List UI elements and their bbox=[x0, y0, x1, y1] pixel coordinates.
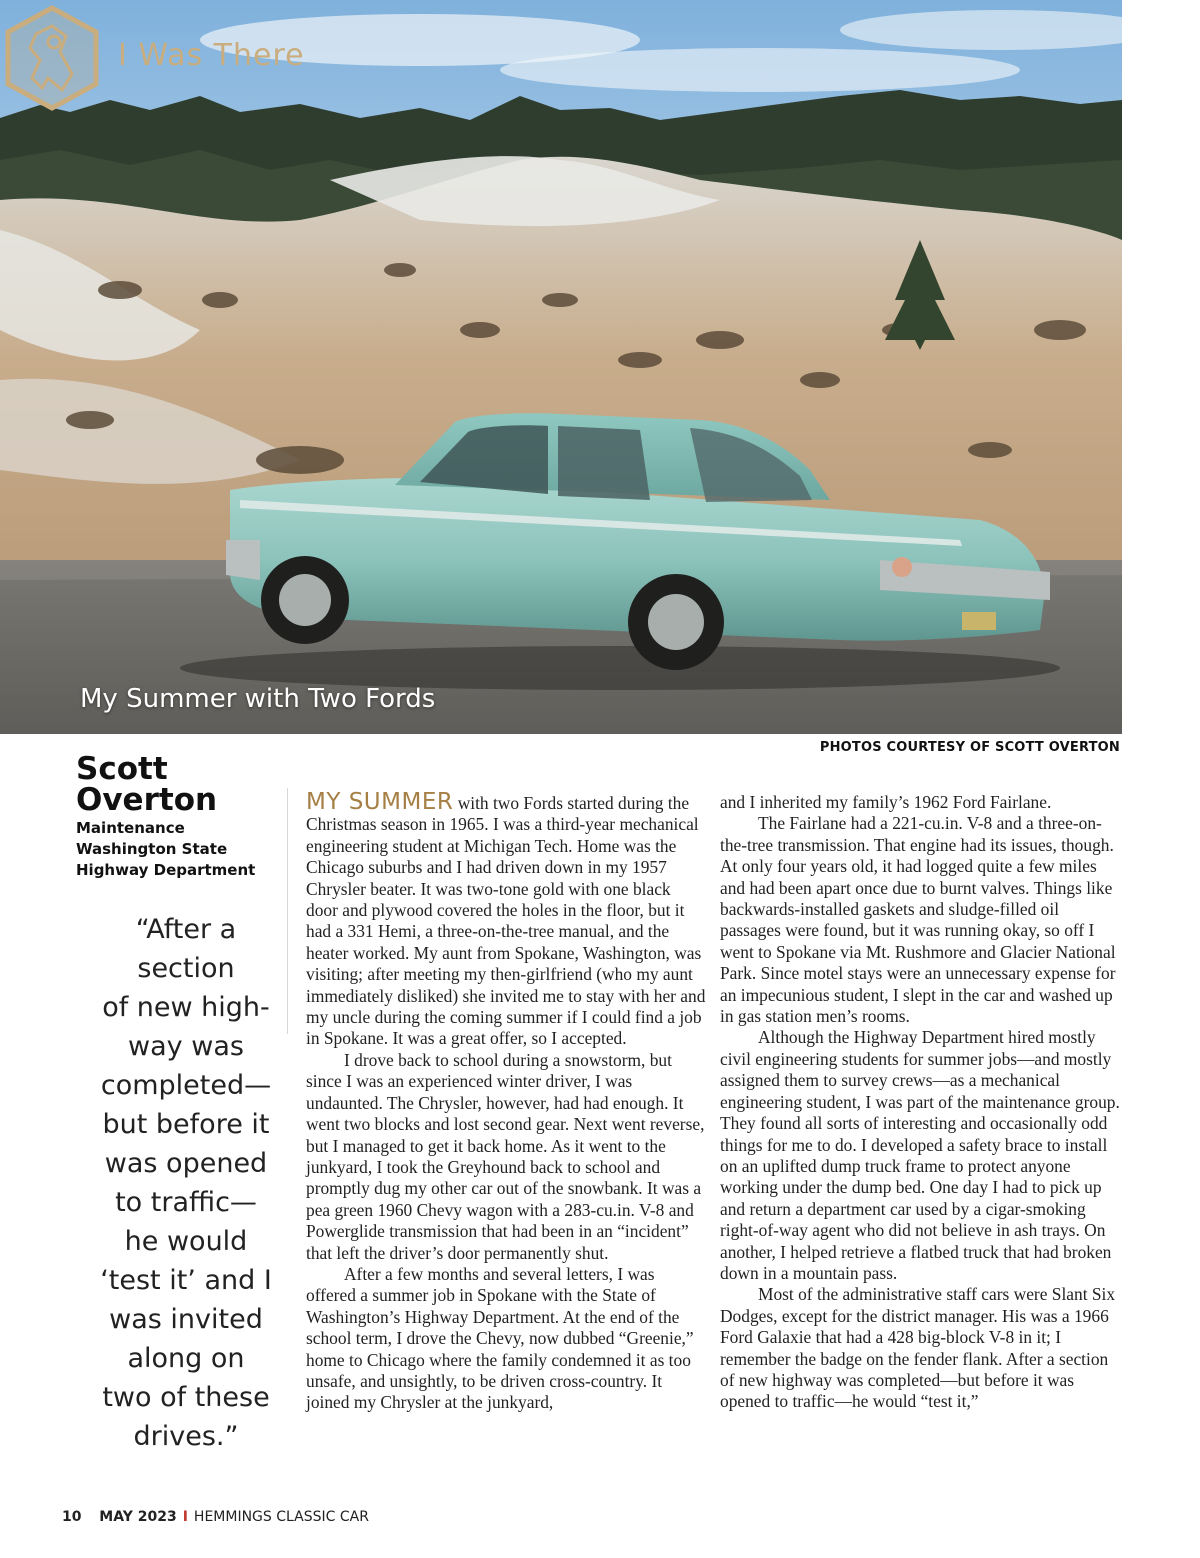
author-title-line: Maintenance bbox=[76, 819, 185, 837]
pull-quote-line: ‘test it’ and I bbox=[100, 1265, 272, 1296]
photo-car-on-roadside bbox=[0, 0, 1122, 734]
pull-quote-line: but before it bbox=[102, 1109, 270, 1140]
hexagon-logo-icon bbox=[2, 4, 102, 112]
article-title: My Summer with Two Fords bbox=[80, 684, 436, 714]
page-number: 10 bbox=[62, 1509, 82, 1525]
pull-quote-line: to traffic— bbox=[115, 1187, 257, 1218]
paragraph-text: with two Fords started during the Christmas season in 1965. I was a third-year mechanical engineering student at Michigan Tech. Home was the Chicago suburbs and I had driven down in my 1957 Chrysler beater. It was two-tone gold with one black door and plywood covered the holes in the floor, but it had a 331 Hemi, a three-on-the-tree manual, and the heater worked. My aunt from Spokane, Washington, was visiting; after meeting my then-girlfriend (who my aunt immediately disliked) she invited me to stay with her and my uncle during the coming summer if I could find a job in Spokane. It was a great offer, so I accepted. bbox=[306, 793, 706, 1049]
pull-quote-line: section bbox=[137, 953, 235, 984]
pull-quote-line: way was bbox=[128, 1031, 244, 1062]
pull-quote-line: along on bbox=[127, 1343, 245, 1374]
article-paragraph: I drove back to school during a snowstorm, but since I was an experienced winter driver, I was undaunted. The Chrysler, however, had had enough. It went two blocks and lost second gear. Next went reverse, but I managed to get it back home. As it went to the junkyard, I took the Greyhound back to school and promptly dug my other car out of the snowbank. It was a pea green 1960 Chevy wagon with a 283-cu.in. V-8 and Powerglide transmission that had been in an “incident” that left the driver’s door permanently shut. bbox=[306, 1049, 705, 1263]
pull-quote-line: drives.” bbox=[133, 1421, 239, 1452]
hero-photo bbox=[0, 0, 1122, 734]
column-divider bbox=[287, 788, 288, 1034]
pull-quote-line: completed— bbox=[100, 1070, 272, 1101]
author-name-last: Overton bbox=[76, 782, 218, 818]
article-paragraph bbox=[306, 789, 706, 1050]
footer-separator: I bbox=[182, 1509, 188, 1525]
article-column-2 bbox=[720, 792, 1120, 1413]
pull-quote-line: “After a bbox=[135, 914, 237, 945]
lead-in-caps: MY SUMMER bbox=[306, 789, 454, 815]
author-affiliation bbox=[76, 818, 286, 881]
photo-credit: PHOTOS COURTESY OF SCOTT OVERTON bbox=[819, 740, 1120, 755]
author-name-first: Scott bbox=[76, 751, 168, 787]
article-column-1 bbox=[306, 789, 706, 1414]
author-title-line: Washington State bbox=[76, 840, 228, 858]
author-title-line: Highway Department bbox=[76, 861, 256, 879]
pull-quote bbox=[86, 910, 286, 1456]
publication-name: HEMMINGS CLASSIC CAR bbox=[193, 1509, 369, 1525]
issue-date: MAY 2023 bbox=[99, 1509, 177, 1525]
article-paragraph: Although the Highway Department hired mostly civil engineering students for summer jobs—and mostly assigned them to survey crews—as a mechanical engineering student, I was part of the maintenance group. They found all sorts of interesting and occasionally odd things for me to do. I developed a safety brace to install on an uplifted dump truck frame to protect anyone working under the dump bed. One day I had to pick up and return a department car used by a cigar-smoking right-of-way agent who did not believe in ash trays. On another, I helped retrieve a flatbed truck that had broken down in a mountain pass. bbox=[720, 1027, 1120, 1283]
page-footer bbox=[62, 1509, 369, 1525]
pull-quote-line: of new high- bbox=[102, 992, 270, 1023]
pull-quote-line: was invited bbox=[109, 1304, 263, 1335]
article-paragraph: After a few months and several letters, I was offered a summer job in Spokane with the State of Washington’s Highway Department. At the end of the school term, I drove the Chevy, now dubbed “Greenie,” home to Chicago where the family condemned it as too unsafe, and unsightly, to be driven cross-country. It joined my Chrysler at the junkyard, bbox=[306, 1263, 694, 1413]
article-paragraph: and I inherited my family’s 1962 Ford Fairlane. bbox=[720, 792, 1052, 812]
pull-quote-line: was opened bbox=[104, 1148, 268, 1179]
article-paragraph: The Fairlane had a 221-cu.in. V-8 and a three-on-the-tree transmission. That engine had its issues, though. At only four years old, it had logged quite a few miles and had been apart once due to burnt valves. Things like backwards-installed gaskets and sludge-filled oil passages were found, but it was running okay, so off I went to Spokane via Mt. Rushmore and Glacier National Park. Since motel stays were an unnecessary expense for an impecunious student, I slept in the car and washed up in gas station men’s rooms. bbox=[720, 813, 1116, 1027]
author-byline bbox=[76, 751, 286, 881]
pull-quote-line: he would bbox=[124, 1226, 248, 1257]
pull-quote-line: two of these bbox=[102, 1382, 270, 1413]
article-paragraph: Most of the administrative staff cars were Slant Six Dodges, except for the district manager. His was a 1966 Ford Galaxie that had a 428 big-block V-8 in it; I remember the badge on the fender flank. After a section of new highway was completed—but before it was opened to traffic—he would “test it,” bbox=[720, 1284, 1116, 1412]
section-label: I Was There bbox=[118, 38, 305, 73]
